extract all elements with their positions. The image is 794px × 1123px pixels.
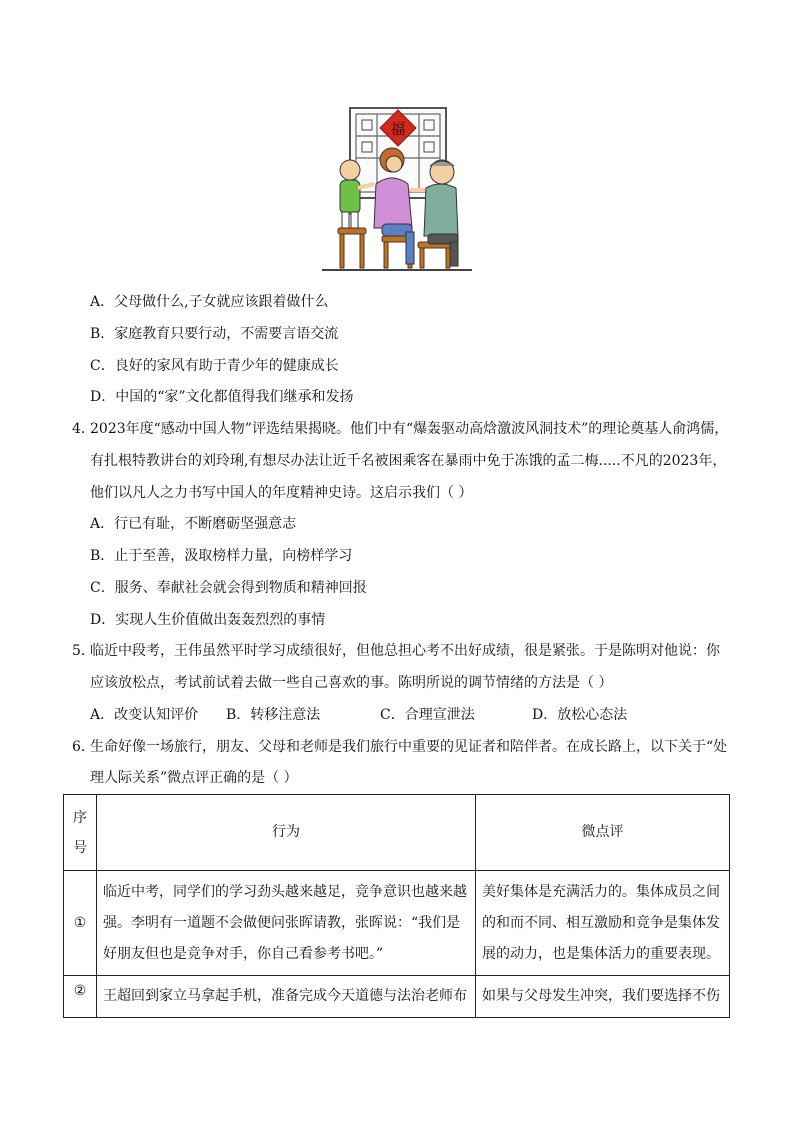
q4-option-b: B．止于至善，汲取榜样力量，向榜样学习 [90,548,353,564]
q4-stem-line-3: 他们以凡人之力书写中国人的年度精神史诗。这启示我们（ ） [90,485,473,501]
table-row [64,871,730,976]
q4-option-c: C．服务、奉献社会就会得到物质和精神回报 [90,580,367,596]
header-behavior: 行为 [97,795,476,871]
q3-option-c: C．良好的家风有助于青少年的健康成长 [90,358,339,374]
q6-stem-line-2: 理人际关系”微点评正确的是（ ） [90,770,298,786]
q3-option-a: A．父母做什么,子女就应该跟着做什么 [90,294,329,310]
q5-option-b: B．转移注意法 [226,707,321,723]
q5-options [90,705,730,725]
row-index: ① [64,871,97,976]
q5-stem-line-1: 临近中段考，王伟虽然平时学习成绩很好，但他总担心考不出好成绩，很是紧张。于是陈明对他说：你 [90,643,720,659]
row-comment [476,871,730,976]
q3-option-d: D．中国的“家”文化都值得我们继承和发扬 [90,389,354,405]
q6-stem-line-1: 生命好像一场旅行，朋友、父母和老师是我们旅行中重要的见证者和陪伴者。在成长路上，以下关于“处 [90,739,728,755]
behavior-line: 强。李明有一道题不会做便问张晖请教，张晖说：“我们是 [103,914,461,931]
q5-stem-line-2: 应该放松点，考试前试着去做一些自己喜欢的事。陈明所说的调节情绪的方法是（ ） [90,675,613,691]
q4-stem-line-2: 有扎根特教讲台的刘玲琍,有想尽办法让近千名被困乘客在暴雨中免于冻饿的孟二梅.....不凡的2023年， [90,453,727,469]
q3-option-b: B．家庭教育只要行动，不需要言语交流 [90,326,339,342]
row-index: ② [64,976,97,1018]
comment-line: 美好集体是充满活力的。集体成员之间 [482,883,720,900]
header-index-char-1: 序 [73,809,87,826]
header-index-char-2: 号 [73,839,87,856]
behavior-line: 好朋友但也是竞争对手，你自己看参考书吧。” [103,945,384,962]
q6-table [63,794,730,1018]
header-index [64,795,97,871]
q5-option-a: A．改变认知评价 [90,707,199,723]
header-comment: 微点评 [476,795,730,871]
comment-line: 展的动力，也是集体活力的重要表现。 [482,945,720,962]
q4-option-a: A．行已有耻，不断磨砺坚强意志 [90,516,297,532]
row-behavior [97,976,476,1018]
family-illustration [322,106,472,274]
q4-stem-line-1: 2023年度“感动中国人物”评选结果揭晓。他们中有“爆轰驱动高焓激波风洞技术”的理论奠基人俞鸿儒， [90,421,729,437]
comment-line: 如果与父母发生冲突，我们要选择不伤 [482,988,720,1004]
svg-text:福: 福 [390,120,406,138]
row-behavior [97,871,476,976]
behavior-line: 王超回到家立马拿起手机，准备完成今天道德与法治老师布 [103,988,467,1004]
comment-line: 的和而不同、相互激励和竞争是集体发 [482,914,720,931]
table-header-row [64,795,730,871]
row-comment [476,976,730,1018]
q5-option-d: D．放松心态法 [532,707,628,723]
q6-number: 6． [72,739,95,755]
table-row [64,976,730,1018]
q4-number: 4． [72,421,95,437]
behavior-line: 临近中考，同学们的学习劲头越来越足，竞争意识也越来越 [103,883,467,900]
q4-option-d: D．实现人生价值做出轰轰烈烈的事情 [90,612,326,628]
q5-option-c: C．合理宣泄法 [380,707,475,723]
q5-number: 5． [72,643,95,659]
